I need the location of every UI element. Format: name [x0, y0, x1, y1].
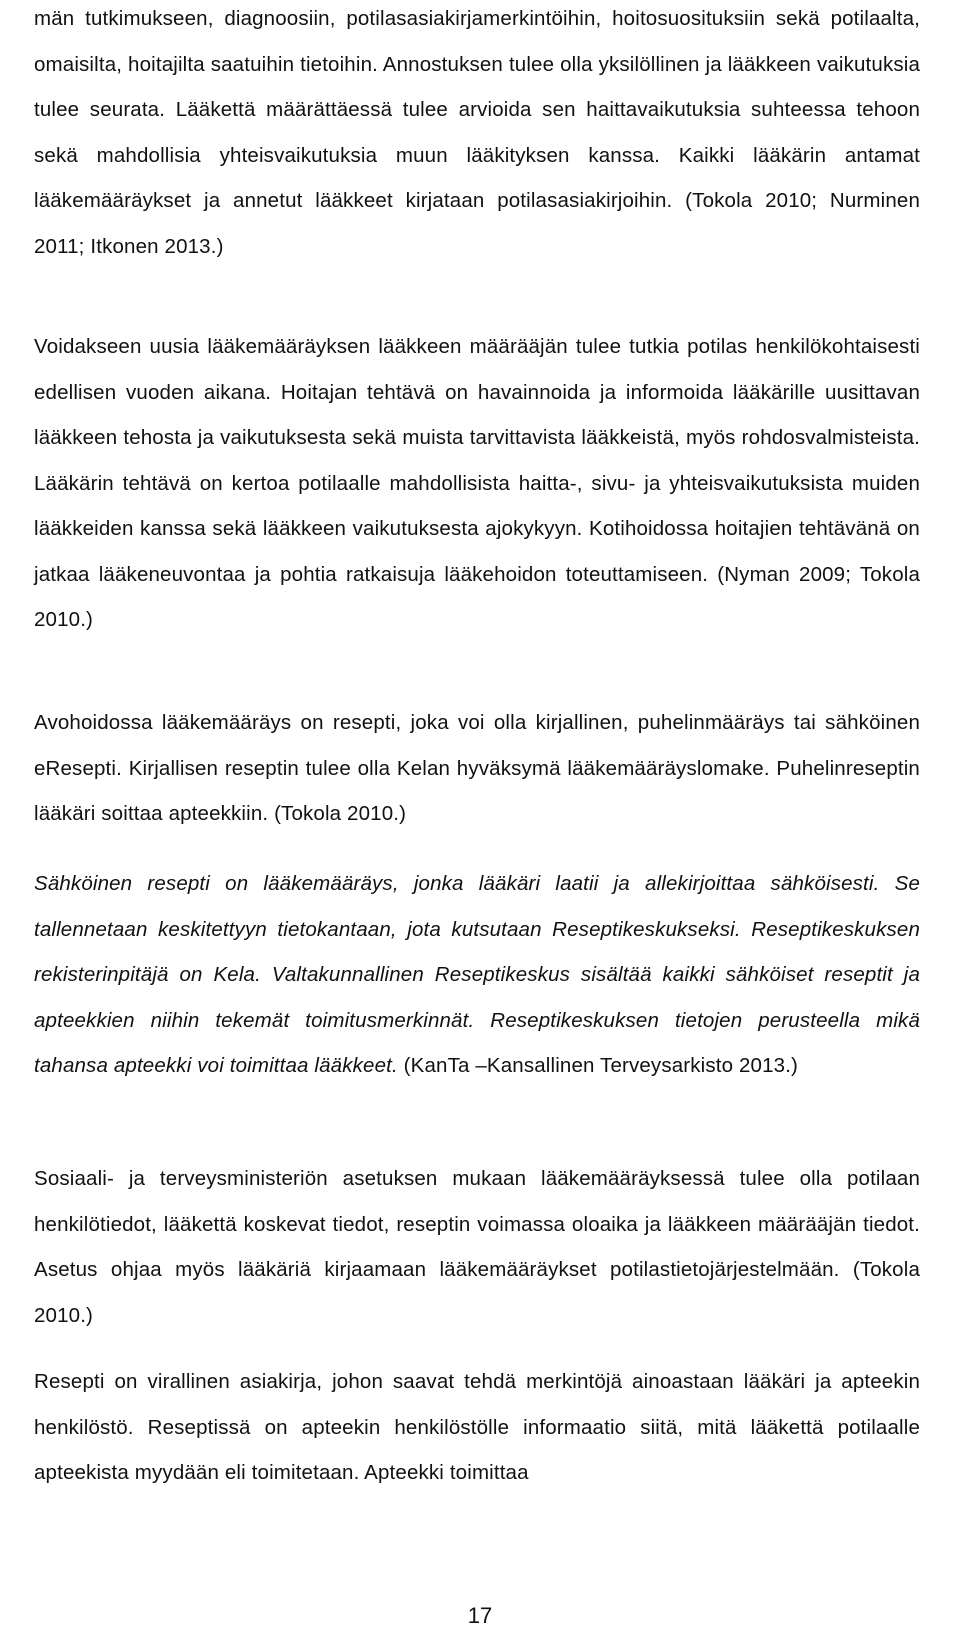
body-paragraph-5: Sosiaali- ja terveysministeriön asetuksen mukaan lääkemääräyksessä tulee olla potilaan henkilötiedot, lääkettä koskevat tiedot, reseptin voimassa oloaika ja lääkkeen määrääjän tiedot. Asetus ohjaa myös lääkäriä kirjaamaan lääkemääräykset potilastietojärjestelmään. (Tokola 2010.) [34, 1167, 920, 1327]
body-paragraph-4 [34, 861, 920, 1089]
italic-quote: Sähköinen resepti on lääkemääräys, jonka lääkäri laatii ja allekirjoittaa sähköisesti. Se tallennetaan keskitettyyn tietokantaan, jota kutsutaan Reseptikeskukseksi. Reseptikeskuksen rekisterinpitäjä on Kela. Valtakunnallinen Reseptikeskus sisältää kaikki sähköiset reseptit ja apteekkien niihin tekemät toimitusmerkinnät. Reseptikeskuksen tietojen perusteella mikä tahansa apteekki voi toimittaa lääkkeet. [34, 872, 920, 1077]
body-paragraph-2: Voidakseen uusia lääkemääräyksen lääkkeen määrääjän tulee tutkia potilas henkilökohtaisesti edellisen vuoden aikana. Hoitajan tehtävä on havainnoida ja informoida lääkärille uusittavan lääkkeen tehosta ja vaikutuksesta sekä muista tarvittavista lääkkeistä, myös rohdosvalmisteista. Lääkärin tehtävä on kertoa potilaalle mahdollisista haitta-, sivu- ja yhteisvaikutuksista muiden lääkkeiden kanssa sekä lääkkeen vaikutuksesta ajokykyyn. Kotihoidossa hoitajien tehtävänä on jatkaa lääkeneuvontaa ja pohtia ratkaisuja lääkehoidon toteuttamiseen. (Nyman 2009; Tokola 2010.) [34, 335, 920, 631]
citation: (KanTa –Kansallinen Terveysarkisto 2013.) [397, 1054, 799, 1077]
page-number: 17 [467, 1603, 493, 1628]
body-paragraph-6: Resepti on virallinen asiakirja, johon saavat tehdä merkintöjä ainoastaan lääkäri ja apteekin henkilöstö. Reseptissä on apteekin henkilöstölle informaatio siitä, mitä lääkettä potilaalle apteekista myydään eli toimitetaan. Apteekki toimittaa [34, 1370, 920, 1484]
body-paragraph-3: Avohoidossa lääkemääräys on resepti, joka voi olla kirjallinen, puhelinmääräys tai sähköinen eResepti. Kirjallisen reseptin tulee olla Kelan hyväksymä lääkemääräyslomake. Puhelinreseptin lääkäri soittaa apteekkiin. (Tokola 2010.) [34, 711, 920, 825]
body-paragraph-1: män tutkimukseen, diagnoosiin, potilasasiakirjamerkintöihin, hoitosuosituksiin sekä potilaalta, omaisilta, hoitajilta saatuihin tietoihin. Annostuksen tulee olla yksilöllinen ja lääkkeen vaikutuksia tulee seurata. Lääkettä määrättäessä tulee arvioida sen haittavaikutuksia suhteessa tehoon sekä mahdollisia yhteisvaikutuksia muun lääkityksen kanssa. Kaikki lääkärin antamat lääkemääräykset ja annetut lääkkeet kirjataan potilasasiakirjoihin. (Tokola 2010; Nurminen 2011; Itkonen 2013.) [34, 7, 920, 258]
